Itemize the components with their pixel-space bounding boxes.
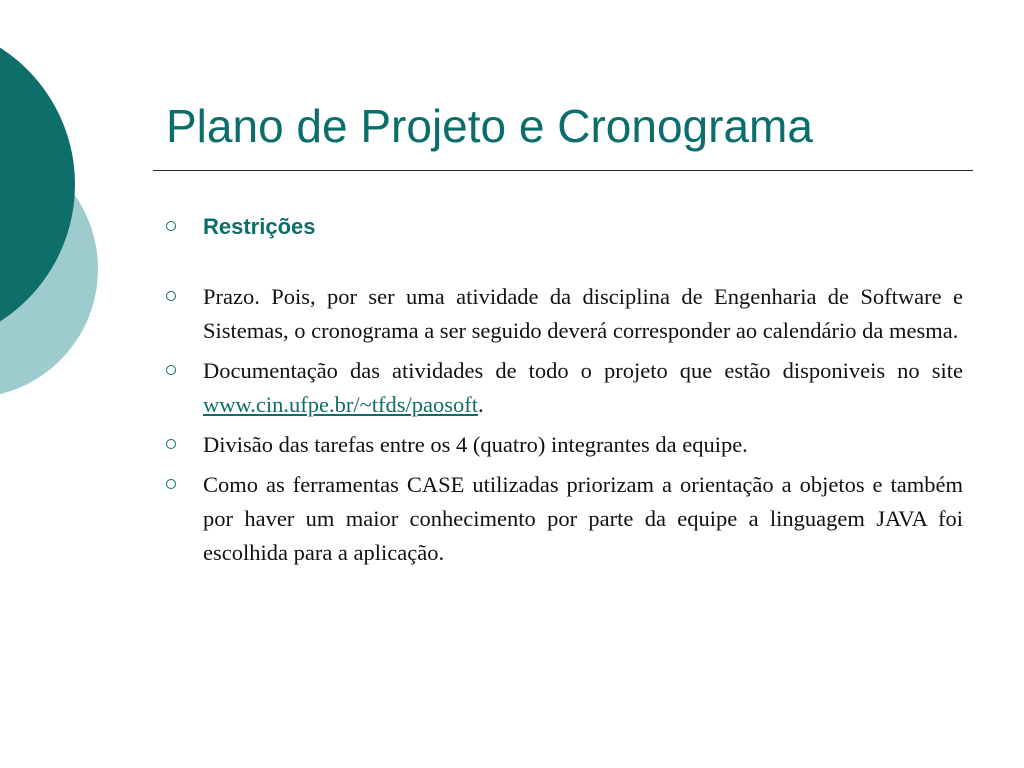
slide-title: Plano de Projeto e Cronograma: [166, 100, 813, 152]
bullet-heading-text: Restrições: [203, 214, 316, 239]
hollow-circle-bullet-icon: [166, 291, 176, 301]
bullet-heading-restricoes: [166, 210, 963, 244]
hollow-circle-bullet-icon: [166, 439, 176, 449]
bullet-text-suffix: .: [478, 392, 484, 417]
bullet-text: Como as ferramentas CASE utilizadas priorizam a orientação a objetos e também por haver um maior conhecimento por parte da equipe a linguagem JAVA foi escolhida para a aplicação.: [203, 472, 963, 565]
title-divider: [153, 170, 973, 171]
bullet-item-ferramentas: [166, 468, 963, 570]
bullet-item-documentacao: [166, 354, 963, 422]
hollow-circle-bullet-icon: [166, 365, 176, 375]
bullet-text: Divisão das tarefas entre os 4 (quatro) integrantes da equipe.: [203, 432, 748, 457]
bullet-text: Documentação das atividades de todo o projeto que estão disponiveis no site: [203, 358, 963, 383]
bullet-list: [166, 210, 963, 570]
hollow-circle-bullet-icon: [166, 479, 176, 489]
bullet-text: Prazo. Pois, por ser uma atividade da disciplina de Engenharia de Software e Sistemas, o cronograma a ser seguido deverá corresponder ao calendário da mesma.: [203, 284, 963, 343]
bullet-item-divisao: [166, 428, 963, 462]
hollow-circle-bullet-icon: [166, 221, 176, 231]
site-link[interactable]: www.cin.ufpe.br/~tfds/paosoft: [203, 392, 479, 417]
bullet-item-prazo: [166, 280, 963, 348]
